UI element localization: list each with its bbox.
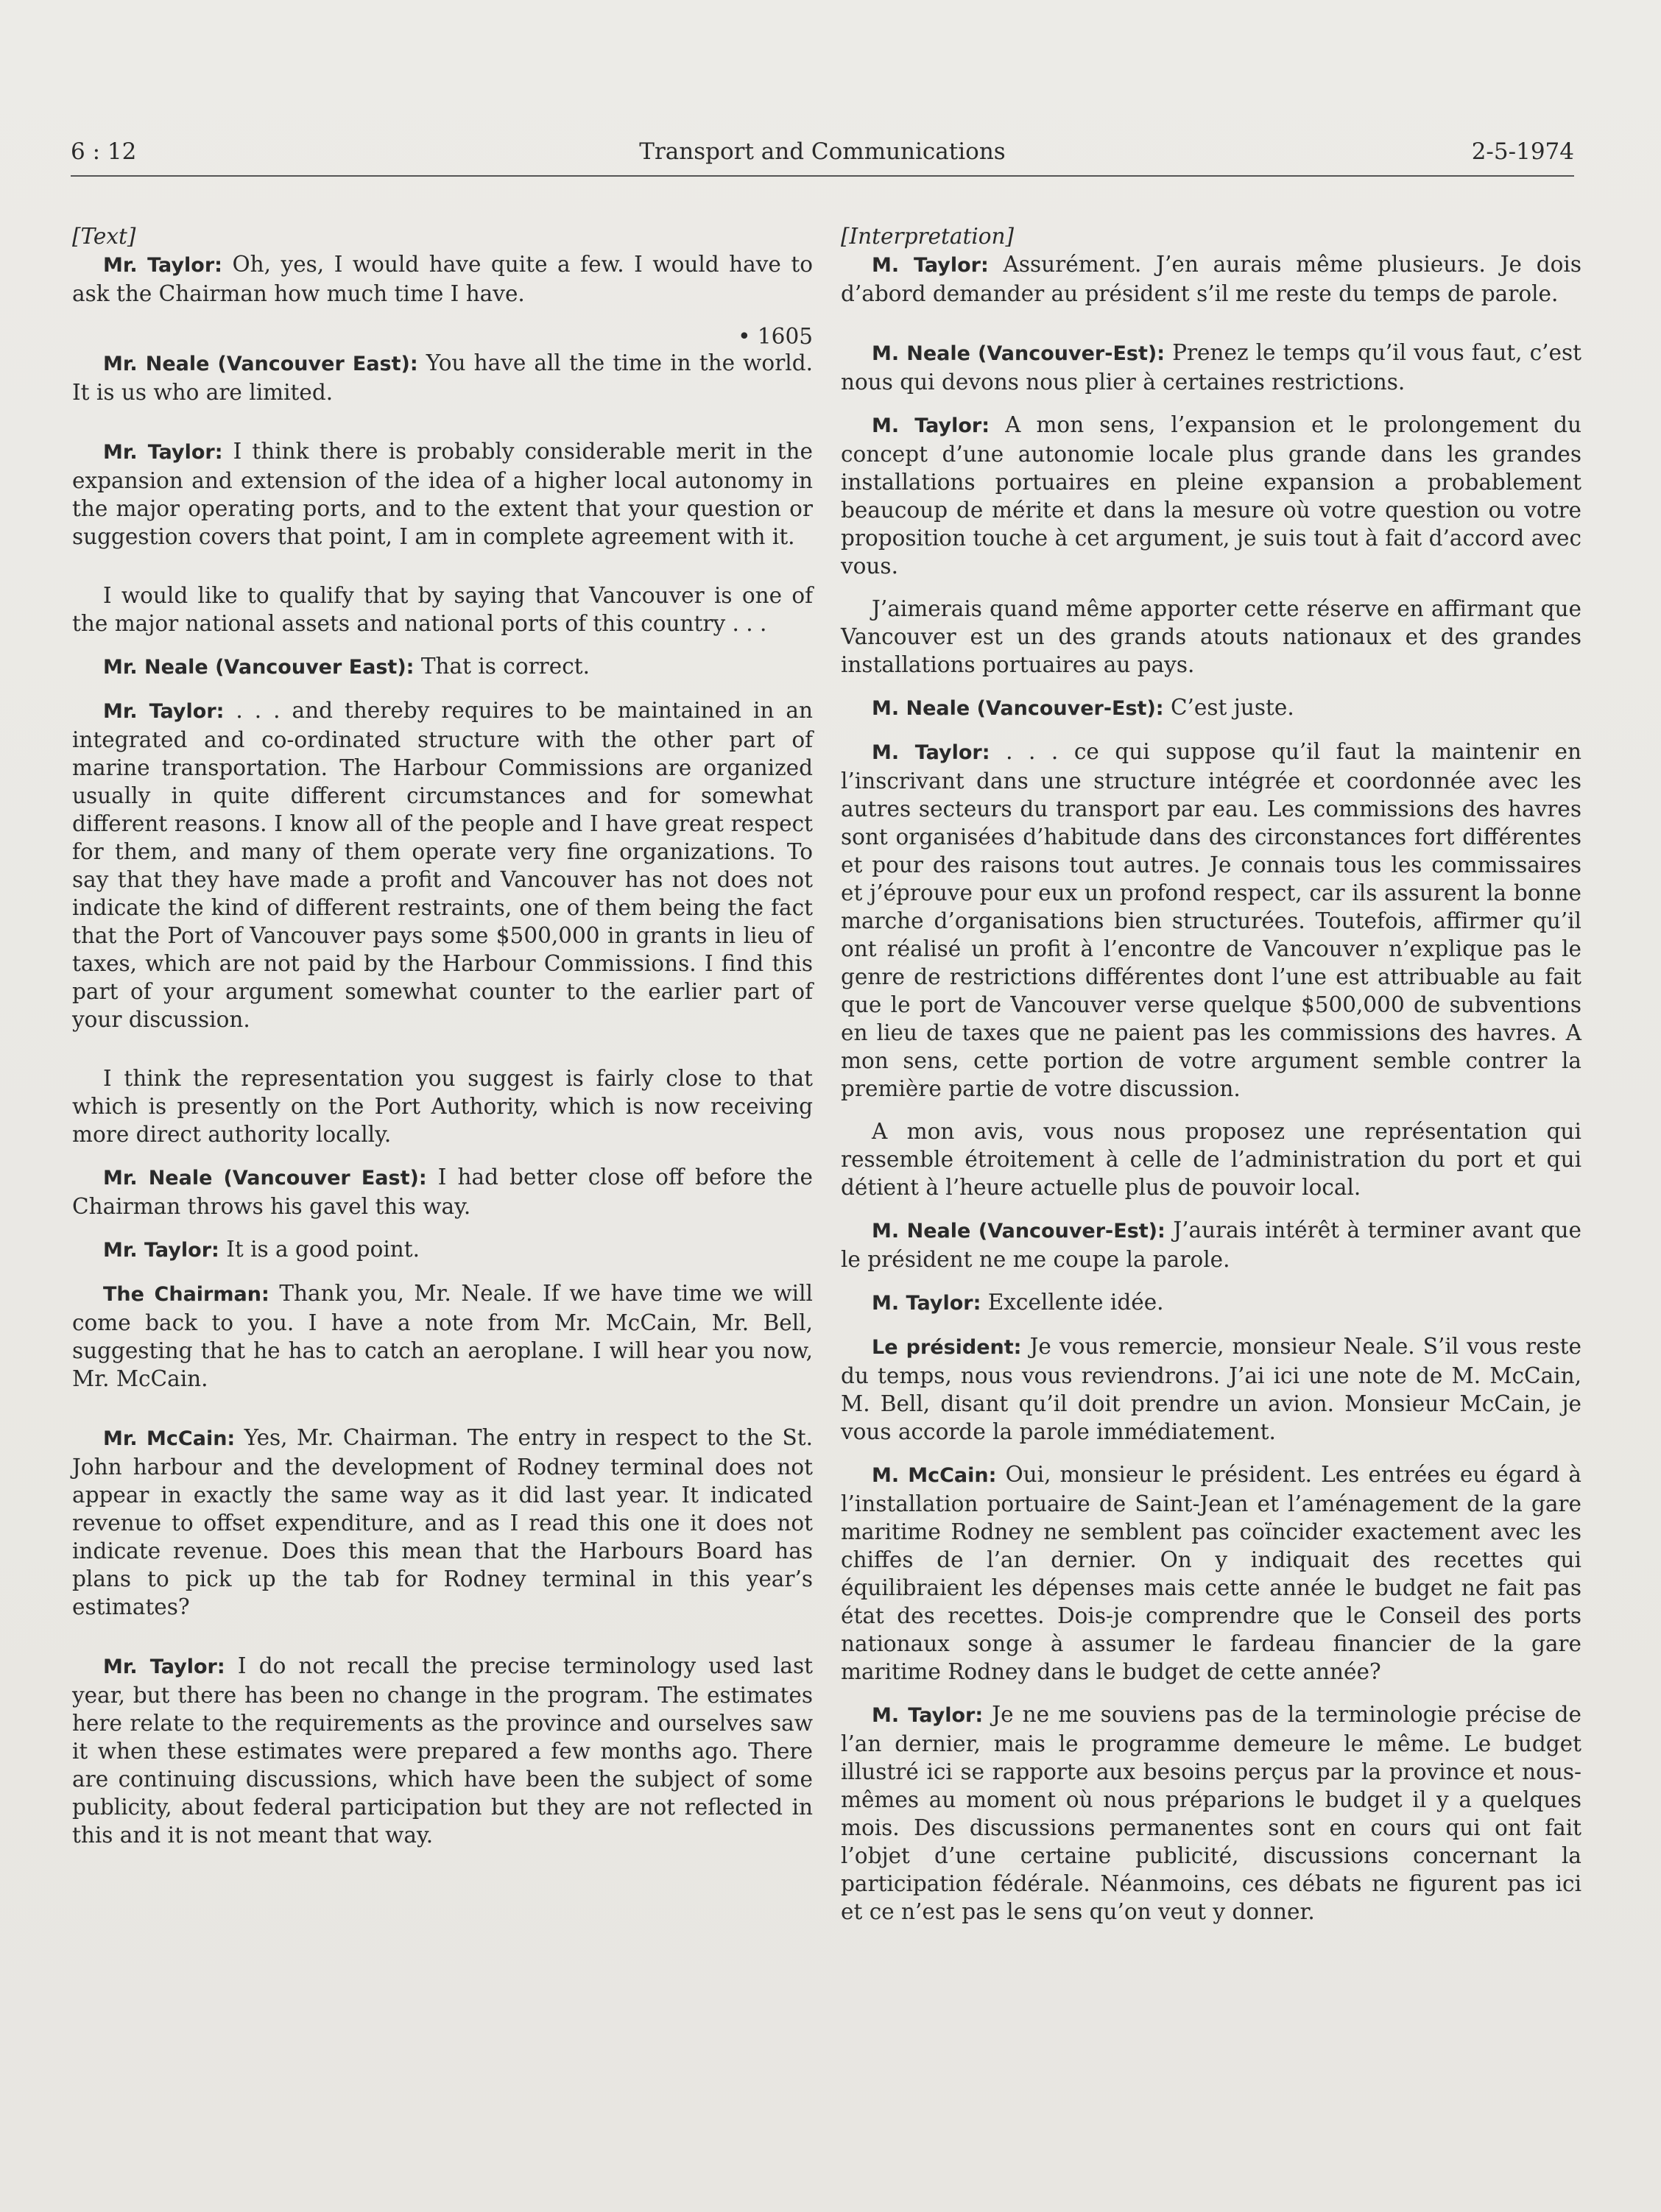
paragraph-text: Thank you, Mr. Neale. If we have time we will come back to you. I have a note from Mr. McCain, Mr. Bell, suggesting that he has to catch an aeroplane. I will hear you now, Mr. McCain. — [72, 1281, 813, 1391]
paragraph-text: I do not recall the precise terminology used last year, but there has been no change in the program. The estimates here relate to the requirements as the province and ourselves saw it when these estimates were prepared a few months ago. There are continuing discussions, which have been the subject of some publicity, about federal participation but they are not reflected in this and it is not meant that way. — [72, 1653, 813, 1848]
paragraph — [72, 1279, 813, 1393]
speaker-name: Mr. Neale (Vancouver East): — [103, 656, 415, 679]
speaker-name: M. Taylor: — [872, 1292, 981, 1315]
paragraph-text: I think the representation you suggest is fairly close to that which is presently on the Port Authority, which is now receiving more direct authority locally. — [72, 1066, 813, 1147]
paragraph-text: That is correct. — [414, 654, 590, 679]
paragraph-text: Oh, yes, I would have quite a few. I would have to ask the Chairman how much time I have. — [72, 252, 813, 306]
speaker-name: Mr. Neale (Vancouver East): — [103, 1167, 427, 1190]
paragraph — [841, 1332, 1581, 1446]
paragraph-text: Je vous remercie, monsieur Neale. S’il vous reste du temps, nous vous reviendrons. J’ai ici une note de M. McCain, M. Bell, disant qu’il doit prendre un avion. Monsieur McCain, je vous accorde la parole immédiatement. — [841, 1334, 1581, 1444]
paragraph-text: I would like to qualify that by saying that Vancouver is one of the major national assets and national ports of this country . . . — [72, 583, 813, 636]
paragraph-text: . . . ce qui suppose qu’il faut la maintenir en l’inscrivant dans une structure intégrée et coordonnée avec les autres secteurs du transport par eau. Les commissions des havres sont organisées d’habitude dans des circonstances fort différentes et pour des raisons tout autres. Je connais tous les commissaires et j’éprouve pour eux un profond respect, car ils assurent la bonne marche d’organisations bien structurées. Toutefois, affirmer qu’il ont réalisé un profit à l’encontre de Vancouver n’explique pas le genre de restrictions différentes dont l’une est attribuable au fait que le port de Vancouver verse quelque $500,000 de subventions en lieu de taxes que ne paient pas les commissions des havres. A mon sens, cette portion de votre argument semble contrer la première partie de votre discussion. — [841, 739, 1582, 1101]
paragraph-text: A mon sens, l’expansion et le prolongement du concept d’une autonomie locale plus grande dans les grandes installations portuaires en pleine expansion a probablement beaucoup de mérite et dans la mesure où votre question ou votre proposition touche à cet argument, je suis tout à fait d’accord avec vous. — [841, 412, 1581, 579]
speaker-name: The Chairman: — [103, 1283, 269, 1306]
paragraph — [72, 696, 813, 1033]
paragraph — [841, 693, 1581, 723]
paragraph — [841, 738, 1581, 1103]
paragraph — [72, 1064, 813, 1148]
speaker-name: M. Taylor: — [872, 1704, 984, 1727]
speaker-name: M. Neale (Vancouver-Est): — [872, 1220, 1165, 1243]
paragraph — [841, 595, 1581, 679]
paragraph-text: Yes, Mr. Chairman. The entry in respect to the St. John harbour and the development of Rodney terminal does not appear in exactly the same way as it did last year. It indicated revenue to offset expenditure, and as I read this one it does not indicate revenue. Does this mean that the Harbours Board has plans to pick up the tab for Rodney terminal in this year’s estimates? — [72, 1425, 813, 1619]
speaker-name: M. Taylor: — [872, 414, 990, 437]
speaker-name: M. McCain: — [872, 1464, 997, 1487]
timestamp: • 1605 — [738, 324, 813, 349]
page-number: 6 : 12 — [71, 138, 137, 165]
speaker-name: Mr. Neale (Vancouver East): — [103, 353, 418, 375]
page-header — [71, 138, 1574, 177]
paragraph-text: Excellente idée. — [981, 1290, 1164, 1315]
paragraph — [72, 437, 813, 551]
paragraph-text: I had better close off before the Chairman throws his gavel this way. — [72, 1165, 813, 1219]
paragraph-text: J’aimerais quand même apporter cette réserve en affirmant que Vancouver est un des grands atouts nationaux et des grandes installations portuaires au pays. — [841, 596, 1581, 677]
speaker-name: Le président: — [872, 1336, 1022, 1359]
paragraph — [72, 582, 813, 637]
paragraph — [72, 652, 813, 682]
paragraph-text: . . . and thereby requires to be maintained in an integrated and co-ordinated structure with the other part of marine transportation. The Harbour Commissions are organized usually in quite different circumstances and for somewhat different reasons. I know all of the people and I have great respect for them, and many of them operate very fine organizations. To say that they have made a profit and Vancouver has not does not indicate the kind of different restraints, one of them being the fact that the Port of Vancouver pays some $500,000 in grants in lieu of taxes, which are not paid by the Harbour Commissions. I find this part of your argument somewhat counter to the earlier part of your discussion. — [72, 698, 813, 1032]
paragraph-text: Prenez le temps qu’il vous faut, c’est nous qui devons nous plier à certaines restrictions. — [841, 340, 1581, 395]
paragraph — [841, 1700, 1581, 1926]
paragraph — [72, 1424, 813, 1621]
paragraph — [841, 1216, 1581, 1273]
paragraph-text: I think there is probably considerable merit in the expansion and extension of the idea of a higher local autonomy in the major operating ports, and to the extent that your question or suggestion covers that point, I am in complete agreement with it. — [72, 439, 813, 549]
paragraph-text: Je ne me souviens pas de la terminologie précise de l’an dernier, mais le programme demeure le même. Le budget illustré ici se rapporte aux besoins perçus par la province et nous-mêmes au moment où nous préparions le budget il y a quelques mois. Des discussions permanentes sont en cours qui ont fait l’objet d’une certaine publicité, discussions concernant la participation fédérale. Néanmoins, ces débats ne figurent pas ici et ce n’est pas le sens qu’on veut y donner. — [841, 1702, 1581, 1924]
paragraph — [72, 250, 813, 308]
paragraph-text: Assurément. J’en aurais même plusieurs. Je dois d’abord demander au président s’il me reste du temps de parole. — [841, 252, 1581, 306]
speaker-name: Mr. Taylor: — [103, 441, 223, 464]
column-label: [Text] — [72, 224, 136, 249]
english-column — [72, 222, 813, 1864]
paragraph — [841, 1288, 1581, 1318]
running-title: Transport and Communications — [639, 138, 1006, 165]
speaker-name: Mr. Taylor: — [103, 700, 225, 723]
speaker-name: M. Neale (Vancouver-Est): — [872, 342, 1165, 365]
paragraph — [72, 1235, 813, 1265]
paragraph-text: You have all the time in the world. It is us who are limited. — [72, 350, 813, 405]
paragraph-text: J’aurais intérêt à terminer avant que le président ne me coupe la parole. — [841, 1218, 1582, 1272]
paragraph-text: It is a good point. — [219, 1237, 420, 1262]
paragraph — [72, 1652, 813, 1849]
paragraph-text: A mon avis, vous nous proposez une représentation qui ressemble étroitement à celle de l’administration du port et qui détient à l’heure actuelle plus de pouvoir local. — [841, 1119, 1581, 1200]
paragraph — [841, 1117, 1581, 1201]
speaker-name: M. Neale (Vancouver-Est): — [872, 697, 1164, 720]
paragraph — [841, 339, 1581, 396]
page-date: 2-5-1974 — [1471, 138, 1574, 165]
paragraph — [841, 1460, 1581, 1686]
speaker-name: M. Taylor: — [872, 741, 990, 764]
paragraph — [72, 1163, 813, 1220]
paragraph-text: Oui, monsieur le président. Les entrées eu égard à l’installation portuaire de Saint-Jean et l’aménagement de la gare maritime Rodney ne semblent pas coïncider exactement avec les chiffes de l’an dernier. On y indiquait des recettes qui équilibraient les dépenses mais cette année le budget ne fait pas état des recettes. Dois-je comprendre que le Conseil des ports nationaux songe à assumer le fardeau financier de la gare maritime Rodney dans le budget de cette année? — [841, 1462, 1581, 1684]
paragraph — [841, 250, 1581, 308]
speaker-name: Mr. Taylor: — [103, 254, 222, 277]
speaker-name: Mr. McCain: — [103, 1427, 236, 1450]
speaker-name: Mr. Taylor: — [103, 1239, 219, 1262]
french-column — [841, 222, 1581, 1940]
paragraph-text: C’est juste. — [1163, 695, 1294, 720]
speaker-name: M. Taylor: — [872, 254, 989, 277]
paragraph — [72, 349, 813, 406]
paragraph — [841, 411, 1581, 580]
column-label: [Interpretation] — [841, 224, 1015, 249]
speaker-name: Mr. Taylor: — [103, 1656, 225, 1678]
